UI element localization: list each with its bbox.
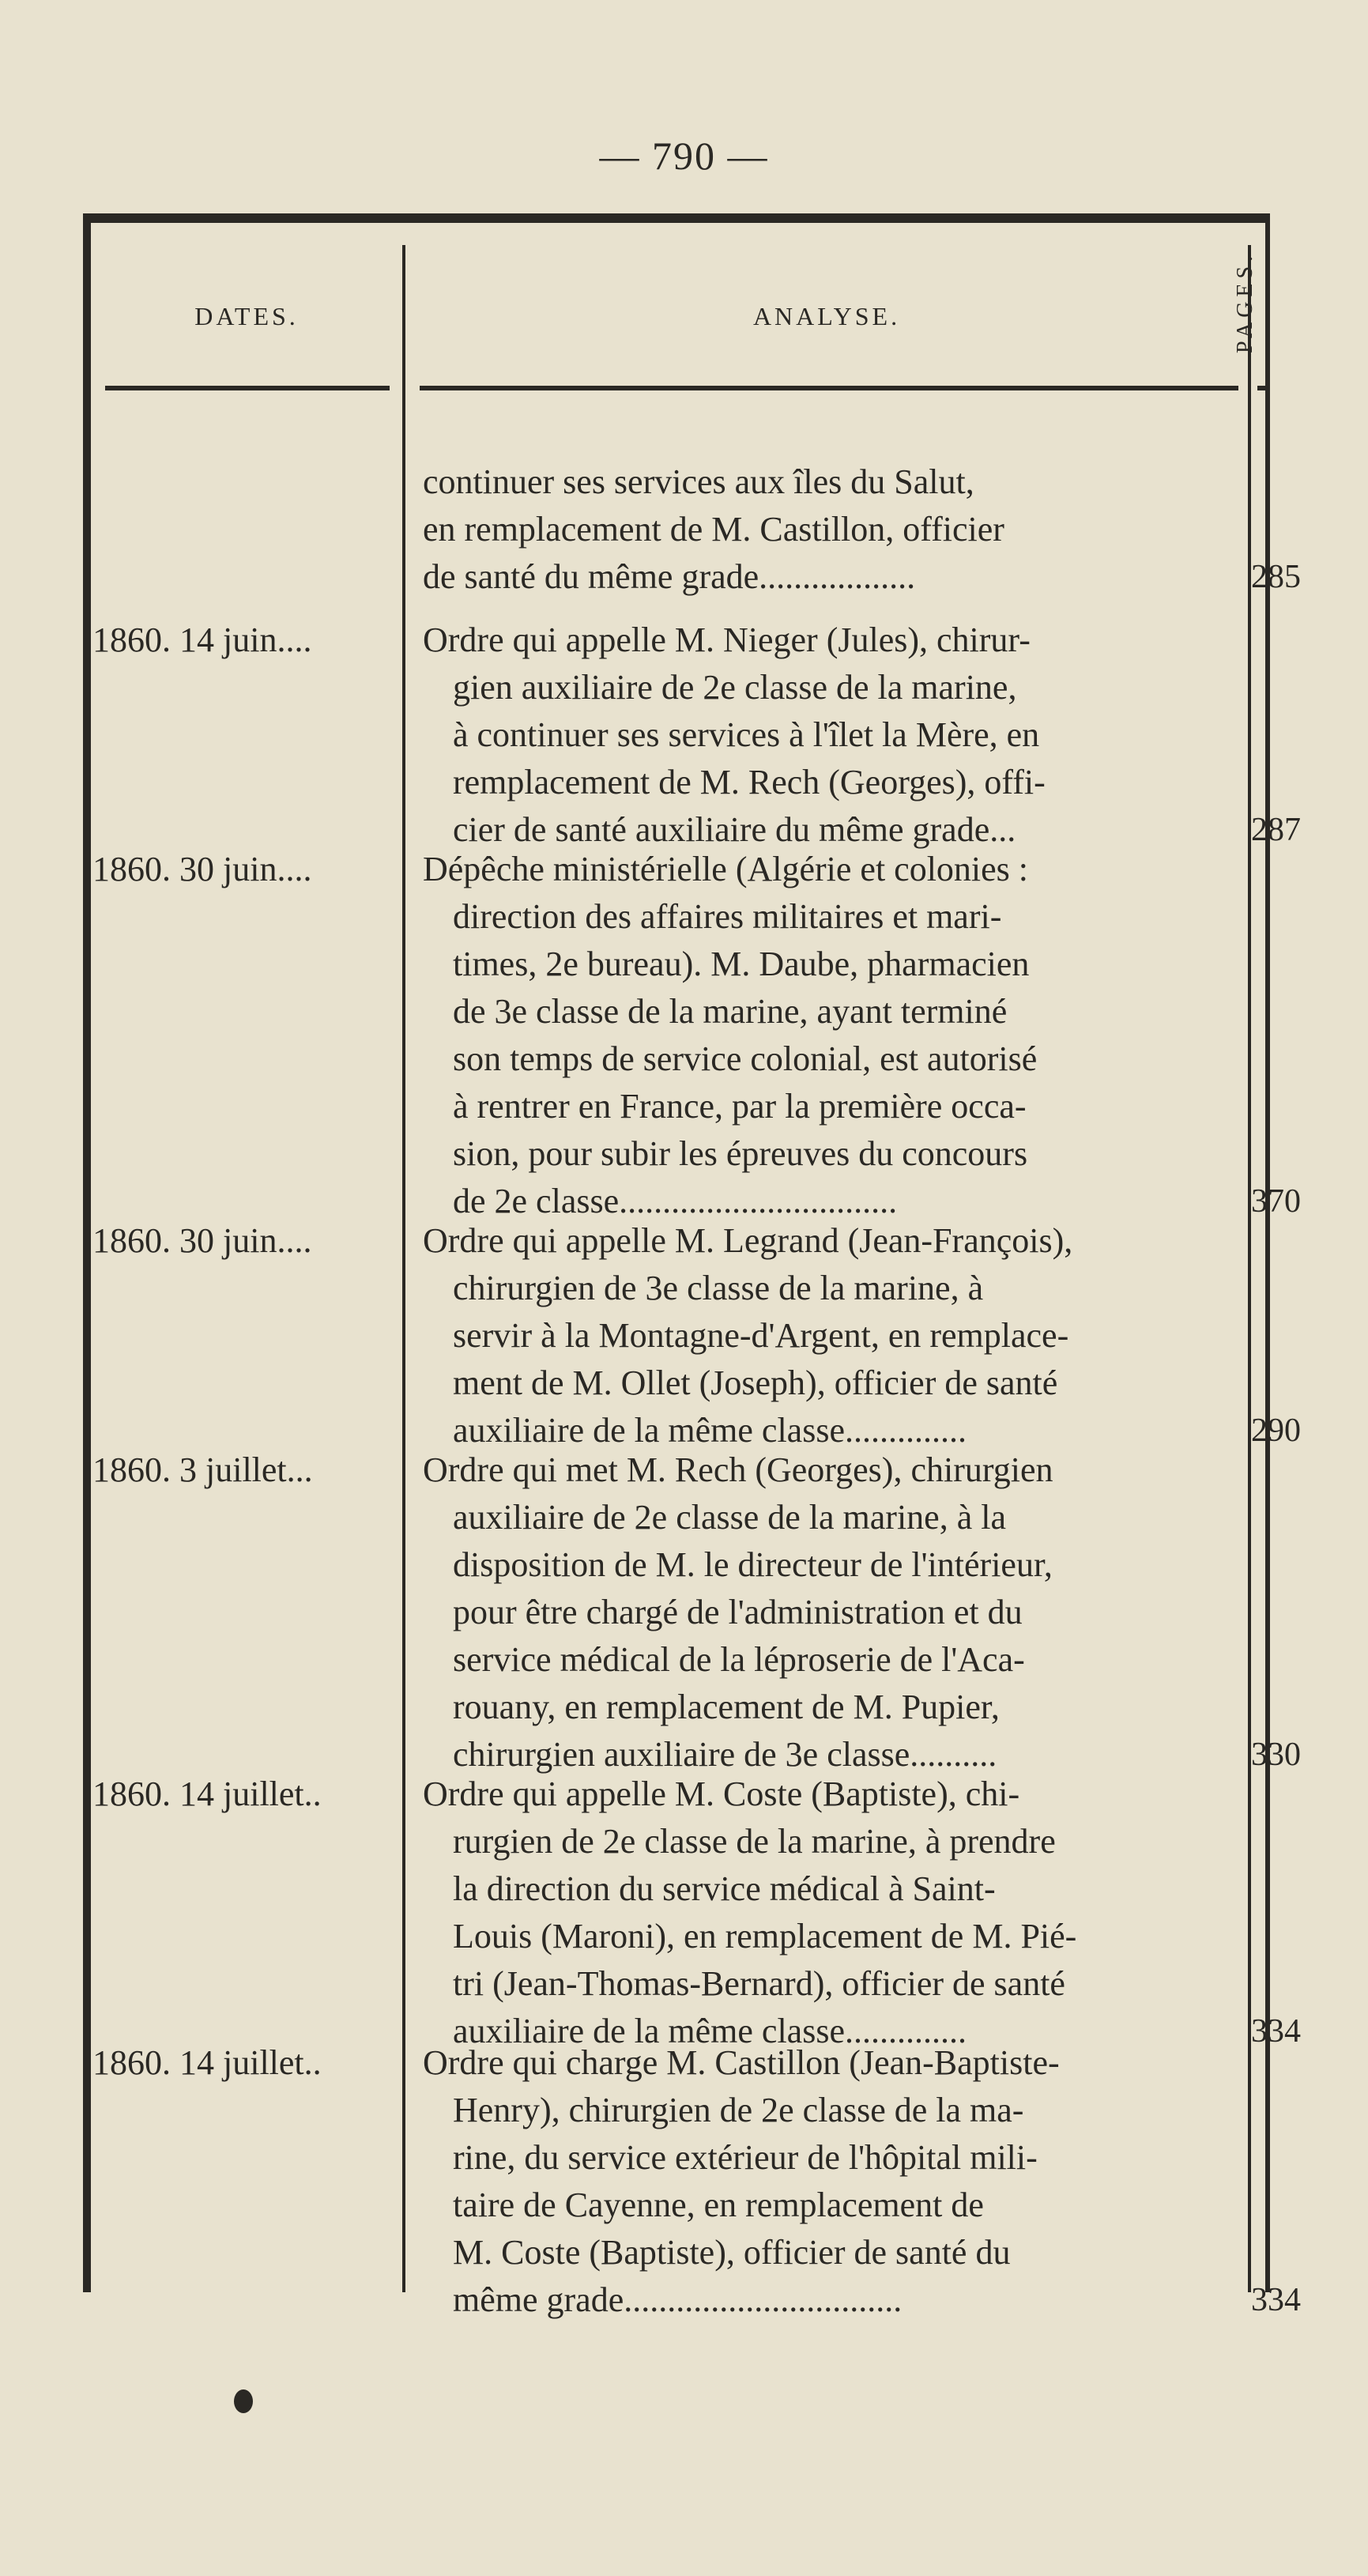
analysis-line: en remplacement de M. Castillon, officier <box>423 510 1004 549</box>
entry-page: 330 <box>1251 1737 1301 1773</box>
header-rule-dates <box>105 386 390 390</box>
ink-blot <box>234 2389 253 2413</box>
entry-date: 1860. 30 juin.... <box>92 850 312 888</box>
analysis-line: direction des affaires militaires et mari- <box>453 897 1002 936</box>
analysis-line: rurgien de 2e classe de la marine, à prendre <box>453 1822 1056 1861</box>
analysis-line: servir à la Montagne-d'Argent, en remplace- <box>453 1316 1069 1355</box>
analysis-line: Louis (Maroni), en remplacement de M. Pié- <box>453 1917 1077 1956</box>
analysis-line: chirurgien auxiliaire de 3e classe.......... <box>453 1735 997 1774</box>
analysis-line: continuer ses services aux îles du Salut, <box>423 462 974 501</box>
analysis-line: disposition de M. le directeur de l'intérieur, <box>453 1545 1053 1584</box>
analysis-line: M. Coste (Baptiste), officier de santé du <box>453 2233 1011 2272</box>
entry-analysis <box>423 458 1246 601</box>
column-header-analyse: ANALYSE. <box>752 302 901 330</box>
table-top-rule <box>83 213 1270 223</box>
analysis-line: Ordre qui appelle M. Coste (Baptiste), chi- <box>423 1775 1020 1813</box>
entry-date: 1860. 14 juillet.. <box>92 1775 322 1813</box>
analysis-line: pour être chargé de l'administration et du <box>453 1593 1023 1631</box>
column-divider-pages <box>1248 245 1251 2292</box>
analysis-line: auxiliaire de la même classe.............. <box>453 2012 967 2050</box>
entry-analysis <box>423 1217 1246 1454</box>
entry-analysis <box>423 1446 1246 1778</box>
analysis-line: tri (Jean-Thomas-Bernard), officier de santé <box>453 1964 1065 2003</box>
analysis-line: Ordre qui met M. Rech (Georges), chirurgien <box>423 1450 1053 1489</box>
analysis-line: Henry), chirurgien de 2e classe de la ma- <box>453 2091 1024 2129</box>
analysis-line: ment de M. Ollet (Joseph), officier de santé <box>453 1363 1058 1402</box>
entry-analysis <box>423 2039 1246 2324</box>
analysis-line: de 2e classe................................ <box>453 1182 898 1220</box>
index-table <box>83 213 1301 2319</box>
entry-page: 370 <box>1251 1183 1301 1220</box>
entry-page: 285 <box>1251 559 1301 595</box>
analysis-line: cier de santé auxiliaire du même grade... <box>453 810 1016 849</box>
analysis-line: à rentrer en France, par la première occa- <box>453 1087 1027 1126</box>
table-right-rule <box>1265 213 1270 2292</box>
entry-analysis <box>423 617 1246 854</box>
analysis-line: rouany, en remplacement de M. Pupier, <box>453 1688 1000 1726</box>
analysis-line: Ordre qui appelle M. Legrand (Jean-François), <box>423 1221 1073 1260</box>
analysis-line: service médical de la léproserie de l'Aca- <box>453 1640 1025 1679</box>
column-header-dates: DATES. <box>194 302 299 330</box>
analysis-line: Dépêche ministérielle (Algérie et colonies : <box>423 850 1029 888</box>
analysis-line: remplacement de M. Rech (Georges), offi- <box>453 763 1046 801</box>
analysis-line: Ordre qui charge M. Castillon (Jean-Baptiste- <box>423 2043 1060 2082</box>
header-rule-pages <box>1257 386 1265 390</box>
analysis-line: sion, pour subir les épreuves du concours <box>453 1134 1028 1173</box>
entry-date: 1860. 3 juillet... <box>92 1450 313 1489</box>
entry-date: 1860. 14 juin.... <box>92 620 312 659</box>
column-divider-dates <box>402 245 405 2292</box>
entry-analysis <box>423 1771 1246 2055</box>
page-number: — 790 — <box>599 134 769 178</box>
entry-analysis <box>423 846 1246 1225</box>
entry-date: 1860. 30 juin.... <box>92 1221 312 1260</box>
analysis-line: times, 2e bureau). M. Daube, pharmacien <box>453 945 1030 983</box>
column-header-pages: PAGES. <box>1233 251 1257 353</box>
analysis-line: à continuer ses services à l'îlet la Mère, en <box>453 715 1040 754</box>
analysis-line: son temps de service colonial, est autorisé <box>453 1039 1038 1078</box>
analysis-line: chirurgien de 3e classe de la marine, à <box>453 1269 984 1307</box>
entry-page: 334 <box>1251 2282 1301 2318</box>
analysis-line: de santé du même grade.................. <box>423 557 916 596</box>
analysis-line: même grade................................ <box>453 2280 903 2319</box>
analysis-line: taire de Cayenne, en remplacement de <box>453 2186 984 2224</box>
header-rule-analyse <box>420 386 1238 390</box>
entry-page: 287 <box>1251 812 1301 848</box>
analysis-line: auxiliaire de 2e classe de la marine, à la <box>453 1498 1006 1537</box>
entry-page: 334 <box>1251 2013 1301 2050</box>
analysis-line: auxiliaire de la même classe.............. <box>453 1411 967 1450</box>
analysis-line: gien auxiliaire de 2e classe de la marine, <box>453 668 1017 707</box>
analysis-line: la direction du service médical à Saint- <box>453 1869 996 1908</box>
table-left-rule <box>83 213 91 2292</box>
entry-page: 290 <box>1251 1412 1301 1449</box>
entry-date: 1860. 14 juillet.. <box>92 2043 322 2082</box>
analysis-line: rine, du service extérieur de l'hôpital mili- <box>453 2138 1038 2177</box>
analysis-line: de 3e classe de la marine, ayant terminé <box>453 992 1008 1031</box>
analysis-line: Ordre qui appelle M. Nieger (Jules), chirur- <box>423 620 1031 659</box>
